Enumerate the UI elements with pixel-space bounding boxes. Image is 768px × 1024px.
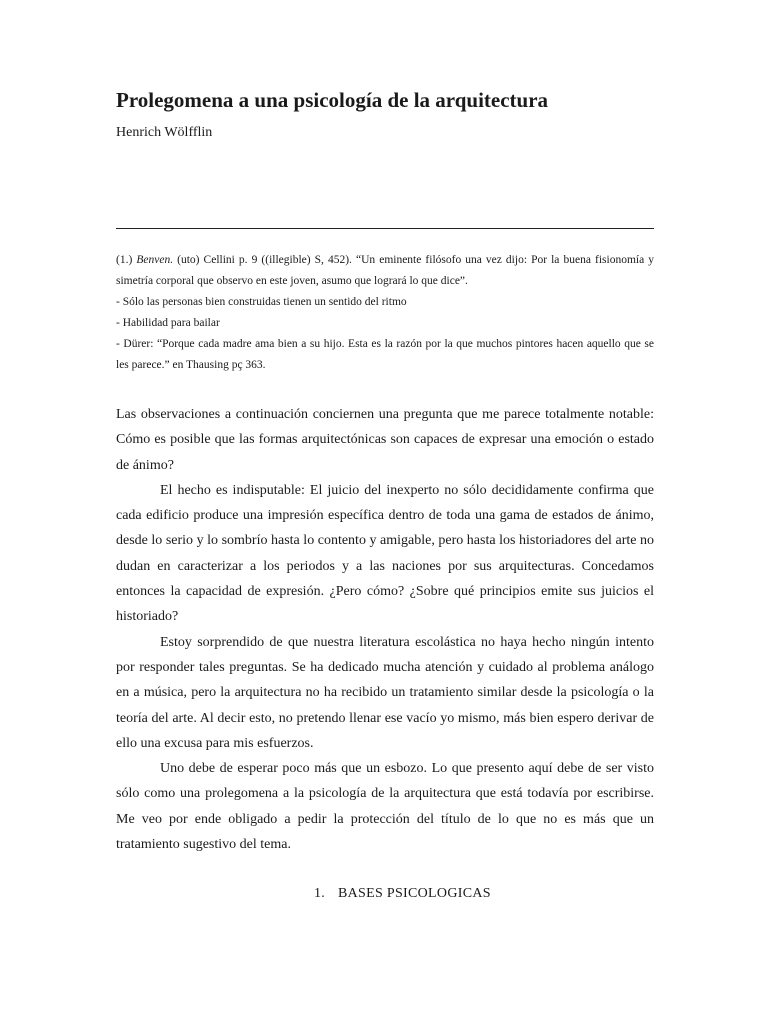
footnote-1-text: (uto) Cellini p. 9 ((illegible) S, 452). “Un eminente filósofo una vez dijo: Por la buena fisionomía y simetría corporal que observo en este joven, asumo que logrará lo que dice”. (116, 254, 654, 287)
body-text (116, 402, 654, 857)
paragraph-1: Las observaciones a continuación conciernen una pregunta que me parece totalmente notable: Cómo es posible que las formas arquitectónicas son capaces de expresar una emoción o estado de ánimo? (116, 407, 654, 473)
paragraph-2: El hecho es indisputable: El juicio del inexperto no sólo decididamente confirma que cada edificio produce una impresión específica dentro de toda una gama de estados de ánimo, desde lo serio y lo sombrío hasta lo contento y amigable, pero hasta los historiadores del arte no dudan en caracterizar a los periodos y a las naciones por sus arquitecturas. Concedamos entonces la capacidad de expresión. ¿Pero cómo? ¿Sobre qué principios emite sus juicios el historiado? (116, 482, 654, 625)
footnote-1-prefix: (1.) (116, 254, 137, 266)
section-heading (314, 884, 491, 904)
document-title: Prolegomena a una psicología de la arquitectura (116, 88, 549, 112)
footnote-divider (116, 228, 654, 229)
footnotes-block (116, 250, 654, 376)
footnote-line-4: - Dürer: “Porque cada madre ama bien a su hijo. Esta es la razón por la que muchos pintores hacen aquello que se les parece.” en Thausing pç 363. (116, 338, 654, 371)
section-title: BASES PSICOLOGICAS (338, 886, 491, 901)
paragraph-3: Estoy sorprendido de que nuestra literatura escolástica no haya hecho ningún intento por responder tales preguntas. Se ha dedicado mucha atención y cuidado al problema análogo en a música, pero la arquitectura no ha recibido un tratamiento similar desde la psicología o la teoría del arte. Al decir esto, no pretendo llenar ese vacío yo mismo, más bien espero derivar de ello una excusa para mis esfuerzos. (116, 634, 654, 751)
section-number: 1. (314, 886, 326, 901)
footnote-1-italic: Benven. (136, 254, 174, 266)
author-name: Henrich Wölfflin (116, 125, 213, 140)
footnote-line-3: - Habilidad para bailar (116, 317, 220, 329)
footnote-line-2: - Sólo las personas bien construidas tienen un sentido del ritmo (116, 296, 407, 308)
paragraph-4: Uno debe de esperar poco más que un esbozo. Lo que presento aquí debe de ser visto sólo como una prolegomena a la psicología de la arquitectura que está todavía por escribirse. Me veo por ende obligado a pedir la protección del título de lo que no es más que un tratamiento sugestivo del tema. (116, 761, 654, 853)
footnote-1 (116, 250, 654, 292)
